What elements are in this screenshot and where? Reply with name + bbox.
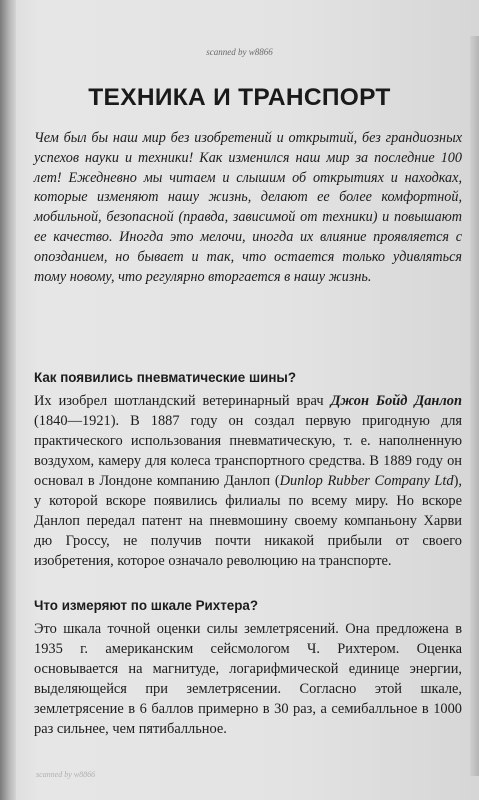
section-text-richter: Это шкала точной оценки силы землетрясений. Она предложена в 1935 г. американским сейсмологом Ч. Рихтером. Оценка основывается на магнитуде, логарифмической единице энергии, выделяющейся при землетрясении. Согласно этой шкале, землетрясение в 6 баллов примерно в 30 раз, а семибалльное в 1000 раз сильнее, чем пятибалльное. (34, 621, 462, 737)
chapter-title: ТЕХНИКА И ТРАНСПОРТ (88, 84, 391, 111)
footer-watermark: scanned by w8866 (36, 770, 96, 779)
section-heading-tires: Как появились пневматические шины? (34, 370, 297, 385)
person-name: Джон Бойд Данлоп (330, 393, 462, 409)
text-run: (1840—1921). В 1887 году он создал первую пригодную для практического использования пневматическую, т. е. наполненную воздухом, камеру для колеса транспортного средства. В 1889 году он основал в Лондоне компанию Данлоп ( (34, 413, 462, 489)
text-run: Их изобрел шотландский ветеринарный врач (34, 393, 331, 409)
chapter-intro: Чем был бы наш мир без изобретений и открытий, без грандиозных успехов науки и техники! Как изменился наш мир за последние 100 лет! Ежедневно мы читаем и слышим об открытиях и находках, которые изменяют нашу жизнь, делают ее более комфортной, мобильной, безопасной (правда, зависимой от техники) и повышают ее качество. Иногда это мелочи, иногда их влияние проявляется с опозданием, но бывает и так, что остается только удивляться тому новому, что регулярно вторгается в нашу жизнь. (34, 130, 462, 285)
adjacent-page-edge (470, 36, 479, 776)
page-spine-shadow (0, 0, 16, 800)
section-text-tires (34, 391, 462, 571)
text-run: ), у которой вскоре появились филиалы по всему миру. Но вскоре Данлоп передал патент на пневмошину своему компаньону Харви дю Гроссу, не получив почти никакой прибыли от своего изобретения, которое означало революцию на транспорте. (34, 473, 462, 569)
scan-watermark: scanned by w8866 (206, 47, 273, 57)
company-name: Dunlop Rubber Company Ltd (279, 473, 454, 489)
section-heading-richter: Что измеряют по шкале Рихтера? (34, 598, 259, 613)
